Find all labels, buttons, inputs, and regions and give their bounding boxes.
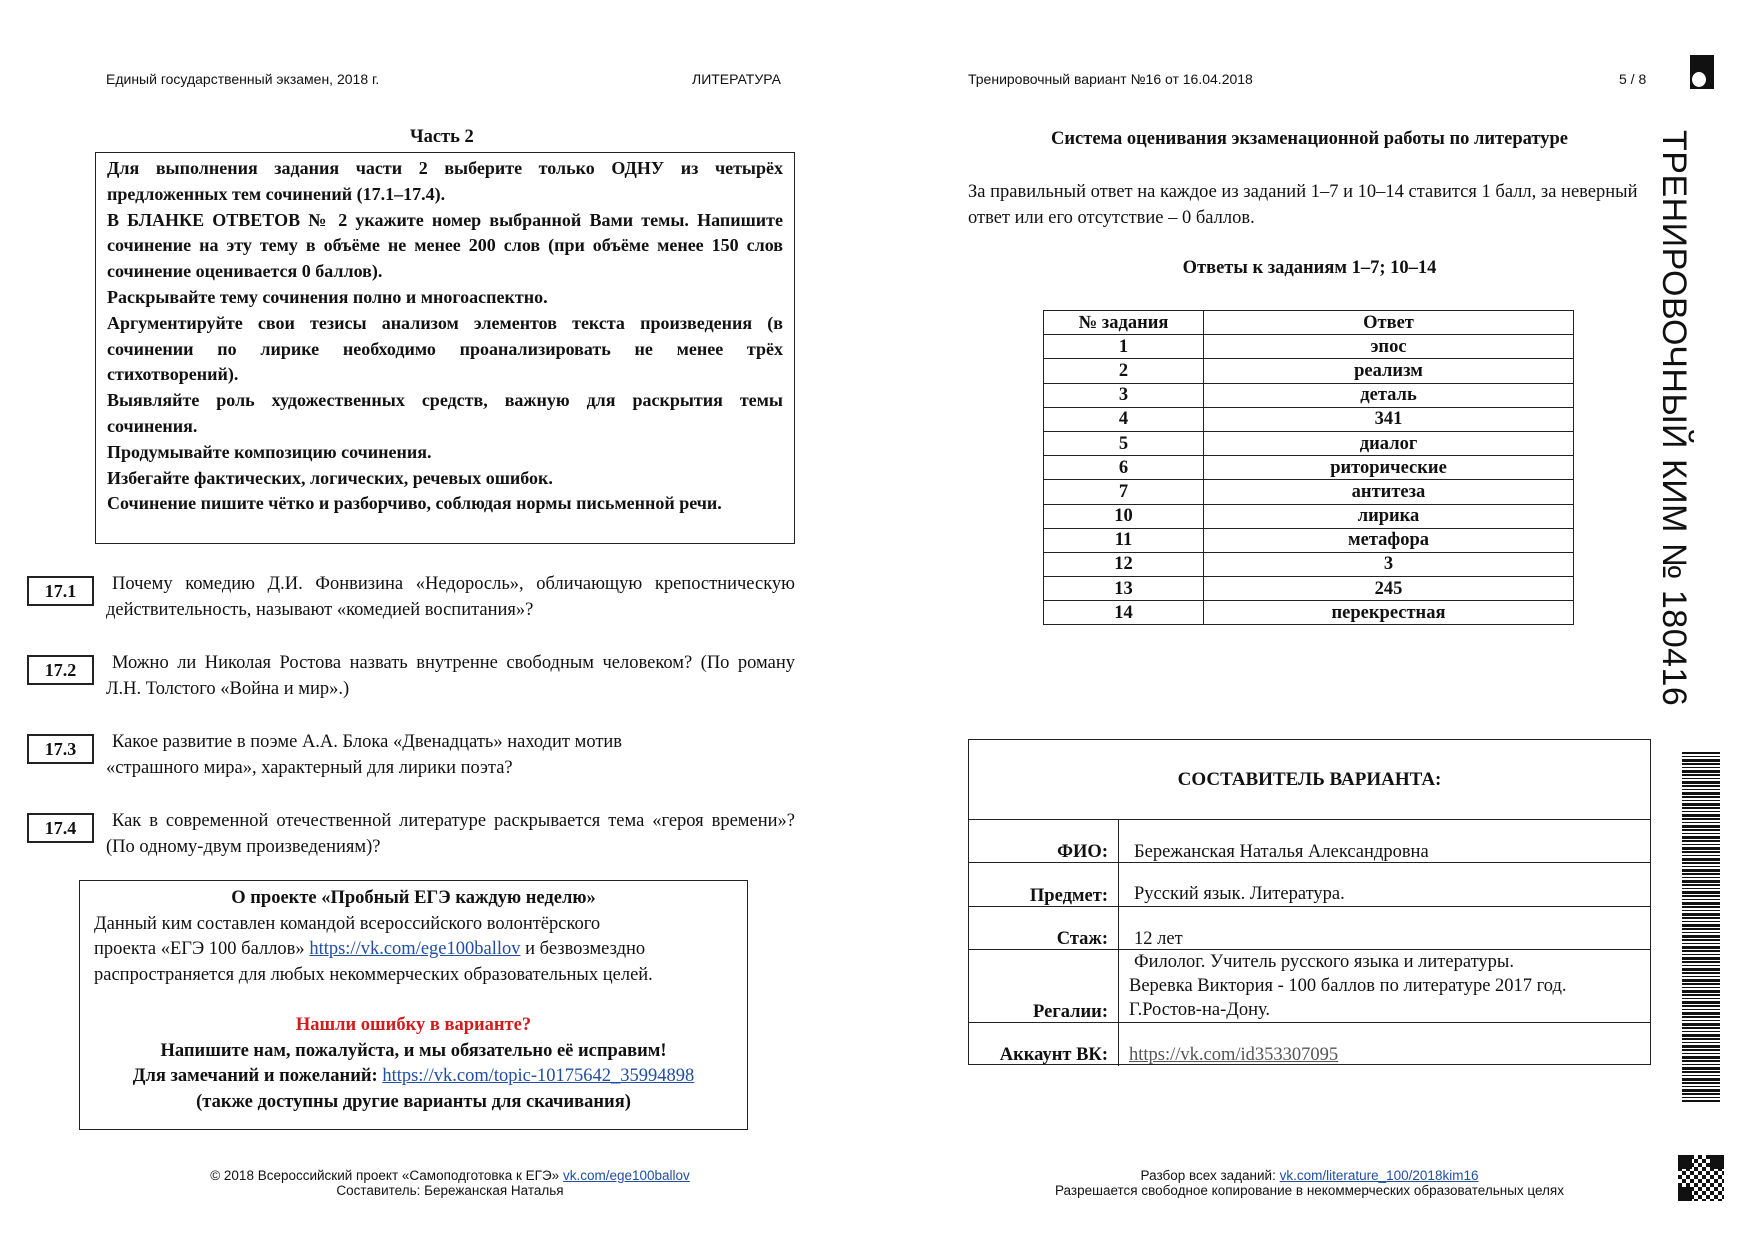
- task-num-cell: 14: [1044, 601, 1204, 625]
- task-text-17-1: Почему комедию Д.И. Фонвизина «Недоросль», обличающую крепостническую действительность, называют «комедией воспитания»?: [106, 574, 795, 620]
- task-num-cell: 10: [1044, 504, 1204, 528]
- task-number-17-1: 17.1: [27, 576, 94, 606]
- author-row-fio: [969, 819, 1650, 863]
- task-num-cell: 3: [1044, 383, 1204, 407]
- side-kim-title: ТРЕНИРОВОЧНЫЙ КИМ № 180416: [1655, 130, 1693, 707]
- project-line: [94, 937, 733, 963]
- answer-cell: реализм: [1204, 359, 1574, 383]
- table-row: [1044, 335, 1574, 359]
- footer-copyright: © 2018 Всероссийский проект «Самоподготовка к ЕГЭ»: [210, 1168, 560, 1183]
- task-num-cell: 2: [1044, 359, 1204, 383]
- instruction-paragraph: Продумывайте композицию сочинения.: [107, 441, 432, 462]
- answer-cell: антитеза: [1204, 480, 1574, 504]
- project-line: распространяется для любых некоммерческих образовательных целей.: [94, 964, 653, 985]
- variant-header: Тренировочный вариант №16 от 16.04.2018: [968, 71, 1253, 87]
- ege100-link[interactable]: https://vk.com/ege100ballov: [309, 939, 521, 959]
- project-box: [79, 880, 748, 1130]
- table-row: [1044, 431, 1574, 455]
- barcode-icon: [1682, 752, 1720, 1102]
- project-text: проекта «ЕГЭ 100 баллов»: [94, 939, 305, 959]
- footer-copy-note: Разрешается свободное копирование в некоммерческих образовательных целях: [1055, 1183, 1564, 1198]
- regalia-line: Филолог. Учитель русского языка и литературы.: [1134, 952, 1514, 972]
- instruction-paragraph: Избегайте фактических, логических, речевых ошибок.: [107, 467, 553, 488]
- answer-cell: перекрестная: [1204, 601, 1574, 625]
- fio-label: ФИО:: [1057, 842, 1108, 862]
- answer-cell: деталь: [1204, 383, 1574, 407]
- table-row: [1044, 504, 1574, 528]
- task-number-17-3: 17.3: [27, 734, 94, 764]
- table-row: [1044, 383, 1574, 407]
- experience-label: Стаж:: [1056, 929, 1108, 949]
- task-num-cell: 1: [1044, 335, 1204, 359]
- task-num-cell: 6: [1044, 456, 1204, 480]
- answer-cell: эпос: [1204, 335, 1574, 359]
- qr-code-icon: [1678, 1155, 1724, 1201]
- experience-value: 12 лет: [1134, 929, 1183, 949]
- table-row: [1044, 456, 1574, 480]
- footer-right: [968, 1168, 1651, 1198]
- regalia-line: Веревка Виктория - 100 баллов по литературе 2017 год.: [1129, 976, 1567, 996]
- project-title: О проекте «Пробный ЕГЭ каждую неделю»: [231, 888, 596, 908]
- contact-label: Для замечаний и пожеланий:: [132, 1066, 378, 1086]
- subject-header: ЛИТЕРАТУРА: [692, 71, 781, 87]
- exam-header: Единый государственный экзамен, 2018 г.: [106, 71, 380, 87]
- fio-value: Бережанская Наталья Александровна: [1134, 842, 1429, 862]
- answer-cell: 3: [1204, 552, 1574, 576]
- footer-vk-link[interactable]: vk.com/ege100ballov: [562, 1168, 690, 1183]
- instruction-paragraph: Аргументируйте свои тезисы анализом элементов текста произведения (в сочинении по лирике необходимо проанализировать не менее трёх стихотворений).: [107, 312, 783, 385]
- column-header: Ответ: [1204, 311, 1574, 335]
- answer-cell: метафора: [1204, 528, 1574, 552]
- task-num-cell: 4: [1044, 407, 1204, 431]
- instruction-paragraph: Раскрывайте тему сочинения полно и многоаспектно.: [107, 286, 548, 307]
- table-row: [1044, 528, 1574, 552]
- vk-label: Аккаунт ВК:: [999, 1045, 1108, 1065]
- table-row: [1044, 480, 1574, 504]
- part2-title: Часть 2: [410, 127, 474, 147]
- error-title: Нашли ошибку в варианте?: [295, 1015, 532, 1035]
- topic-link[interactable]: https://vk.com/topic-10175642_35994898: [382, 1066, 695, 1086]
- instruction-paragraph: Для выполнения задания части 2 выберите только ОДНУ из четырёх предложенных тем сочинений (17.1–17.4).: [107, 158, 783, 204]
- corner-marker-icon: [1690, 55, 1714, 89]
- answers-title: Ответы к заданиям 1–7; 10–14: [1182, 258, 1437, 278]
- footer-left: [150, 1168, 750, 1198]
- table-row: [1044, 407, 1574, 431]
- scoring-title: Система оценивания экзаменационной работы по литературе: [1051, 129, 1568, 149]
- task-number-17-4: 17.4: [27, 813, 94, 843]
- task-num-cell: 12: [1044, 552, 1204, 576]
- table-row: [1044, 601, 1574, 625]
- answer-cell: 245: [1204, 577, 1574, 601]
- author-table: [968, 739, 1651, 1065]
- table-row: [1044, 552, 1574, 576]
- subject-value: Русский язык. Литература.: [1134, 884, 1345, 904]
- task-text-17-4: Как в современной отечественной литературе раскрывается тема «героя времени»? (По одному-двум произведениям)?: [106, 811, 795, 857]
- regalia-value: [1129, 950, 1567, 1022]
- task-num-cell: 7: [1044, 480, 1204, 504]
- footer-analysis-label: Разбор всех заданий:: [1140, 1168, 1276, 1183]
- author-row-regalia: [969, 949, 1650, 1023]
- instruction-paragraph: Сочинение пишите чётко и разборчиво, соблюдая нормы письменной речи.: [107, 493, 722, 514]
- answer-cell: диалог: [1204, 431, 1574, 455]
- answers-table: [1043, 310, 1574, 625]
- table-header-row: [1044, 311, 1574, 335]
- task-text-17-3: Какое развитие в поэме А.А. Блока «Двенадцать» находит мотив «страшного мира», характерный для лирики поэта?: [106, 732, 623, 778]
- task-text-17-2: Можно ли Николая Ростова назвать внутренне свободным человеком? (По роману Л.Н. Толстого «Война и мир».): [106, 653, 795, 699]
- instruction-paragraph: Выявляйте роль художественных средств, важную для раскрытия темы сочинения.: [107, 390, 783, 436]
- project-text: и безвозмездно: [525, 939, 646, 959]
- task-num-cell: 13: [1044, 577, 1204, 601]
- page-number: 5 / 8: [1619, 71, 1647, 87]
- error-line: Напишите нам, пожалуйста, и мы обязательно её исправим!: [160, 1040, 667, 1061]
- footer-author: Составитель: Бережанская Наталья: [336, 1183, 564, 1198]
- footer-analysis-link[interactable]: vk.com/literature_100/2018kim16: [1279, 1168, 1479, 1183]
- answer-cell: лирика: [1204, 504, 1574, 528]
- table-row: [1044, 577, 1574, 601]
- author-title: СОСТАВИТЕЛЬ ВАРИАНТА:: [1177, 769, 1442, 790]
- answer-cell: 341: [1204, 407, 1574, 431]
- task-num-cell: 5: [1044, 431, 1204, 455]
- scoring-text: За правильный ответ на каждое из заданий 1–7 и 10–14 ставится 1 балл, за неверный ответ или его отсутствие – 0 баллов.: [968, 182, 1638, 228]
- project-line: Данный ким составлен командой всероссийского волонтёрского: [94, 913, 601, 934]
- column-header: № задания: [1044, 311, 1204, 335]
- author-row-subject: [969, 862, 1650, 907]
- task-num-cell: 11: [1044, 528, 1204, 552]
- answer-cell: риторические: [1204, 456, 1574, 480]
- regalia-line: Г.Ростов-на-Дону.: [1129, 1000, 1271, 1020]
- vk-account-link[interactable]: https://vk.com/id353307095: [1129, 1045, 1339, 1065]
- author-row-vk: [969, 1022, 1650, 1066]
- contact-note: (также доступны другие варианты для скачивания): [196, 1091, 631, 1112]
- author-row-experience: [969, 906, 1650, 950]
- regalia-label: Регалии:: [1033, 1002, 1108, 1022]
- instruction-paragraph: В БЛАНКЕ ОТВЕТОВ № 2 укажите номер выбранной Вами темы. Напишите сочинение на эту тему в объёме не менее 200 слов (при объёме менее 150 слов сочинение оценивается 0 баллов).: [107, 209, 783, 282]
- task-number-17-2: 17.2: [27, 655, 94, 685]
- instructions-box: [95, 152, 795, 544]
- subject-label: Предмет:: [1029, 886, 1108, 906]
- table-row: [1044, 359, 1574, 383]
